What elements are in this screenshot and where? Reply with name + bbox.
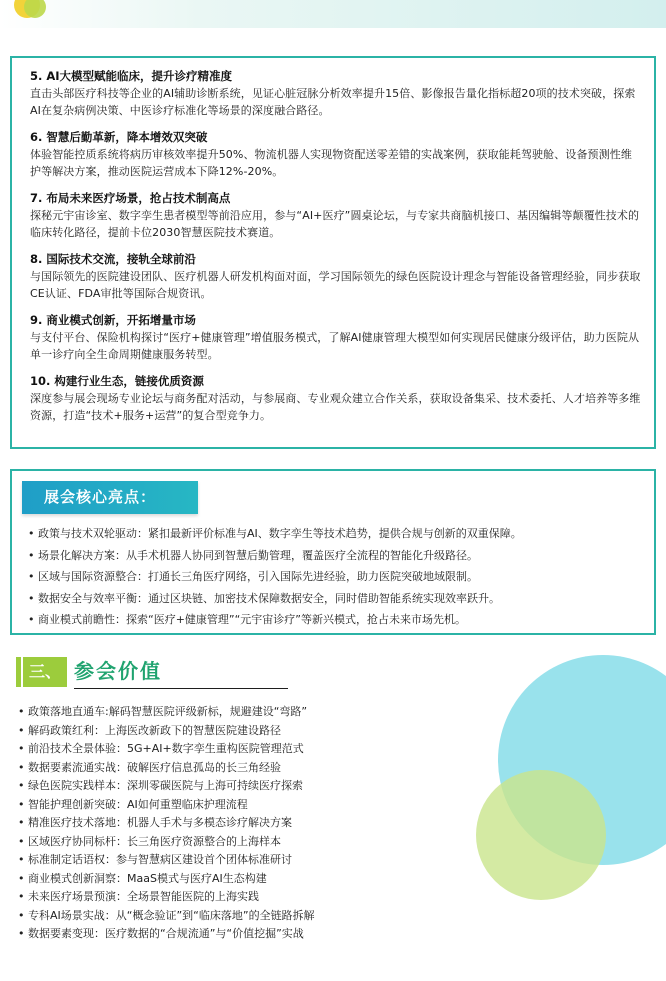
value-item-text: 标准制定话语权：参与智慧病区建设首个团体标准研讨 xyxy=(28,853,292,866)
benefit-item xyxy=(30,68,642,119)
section3-number: 三、 xyxy=(23,657,67,687)
highlights-header: 展会核心亮点： xyxy=(22,481,198,514)
benefit-title: 6. 智慧后勤革新，降本增效双突破 xyxy=(30,130,208,144)
bullet-dot: • xyxy=(28,613,35,626)
value-item-text: 前沿技术全景体验：5G+AI+数字孪生重构医院管理范式 xyxy=(28,742,304,755)
section3-title: 参会价值 xyxy=(74,659,162,683)
value-item-text: 绿色医院实践样本：深圳零碳医院与上海可持续医疗探索 xyxy=(28,779,303,792)
value-item xyxy=(18,870,498,889)
value-item-text: 解码政策红利：上海医改新政下的智慧医院建设路径 xyxy=(28,723,281,737)
value-item xyxy=(18,833,498,852)
highlight-item-text: 场景化解决方案：从手术机器人协同到智慧后勤管理，覆盖医疗全流程的智能化升级路径。 xyxy=(38,548,478,562)
highlight-item-text: 数据安全与效率平衡：通过区块链、加密技术保障数据安全，同时借助智能系统实现效率跃升。 xyxy=(38,591,500,605)
bullet-dot: • xyxy=(18,705,25,718)
bullet-dot: • xyxy=(18,908,25,922)
value-item xyxy=(18,777,498,796)
value-item-text: 数据要素变现：医疗数据的“合规流通”与“价值挖掘”实战 xyxy=(28,927,304,940)
highlight-item-text: 商业模式前瞻性：探索“医疗+健康管理”“元宇宙诊疗”等新兴模式，抢占未来市场先机。 xyxy=(38,613,467,626)
bullet-dot: • xyxy=(18,797,25,811)
highlight-item-text: 政策与技术双轮驱动：紧扣最新评价标准与AI、数字孪生等技术趋势，提供合规与创新的双重保障。 xyxy=(38,527,522,540)
value-item-text: 未来医疗场景预演：全场景智能医院的上海实践 xyxy=(28,890,259,903)
bullet-dot: • xyxy=(18,890,25,903)
value-item-text: 政策落地直通车:解码智慧医院评级新标，规避建设“弯路” xyxy=(28,705,308,718)
bullet-dot: • xyxy=(28,591,35,605)
bullet-dot: • xyxy=(28,527,35,540)
value-item xyxy=(18,796,498,815)
highlight-item xyxy=(28,609,648,631)
value-item xyxy=(18,925,498,944)
benefit-item xyxy=(30,373,642,424)
value-item-text: 精准医疗技术落地：机器人手术与多模态诊疗解决方案 xyxy=(28,816,292,829)
value-item-text: 智能护理创新突破：AI如何重塑临床护理流程 xyxy=(28,797,248,811)
benefit-title: 8. 国际技术交流，接轨全球前沿 xyxy=(30,252,196,266)
benefit-body: 直击头部医疗科技等企业的AI辅助诊断系统，见证心脏冠脉分析效率提升15倍、影像报告量化指标超20项的技术突破，探索AI在复杂病例决策、中医诊疗标准化等场景的深度融合路径。 xyxy=(30,87,636,117)
benefit-item xyxy=(30,251,642,302)
bullet-dot: • xyxy=(18,871,25,885)
bullet-dot: • xyxy=(18,760,25,774)
value-item-text: 专科AI场景实战：从“概念验证”到“临床落地”的全链路拆解 xyxy=(28,908,315,922)
value-item-text: 商业模式创新洞察：MaaS模式与医疗AI生态构建 xyxy=(28,871,267,885)
benefit-item xyxy=(30,129,642,180)
benefit-title: 9. 商业模式创新，开拓增量市场 xyxy=(30,313,196,327)
highlights-list xyxy=(28,523,648,631)
bullet-dot: • xyxy=(18,742,25,755)
bullet-dot: • xyxy=(28,570,35,583)
highlight-item xyxy=(28,588,648,610)
bullet-dot: • xyxy=(18,779,25,792)
value-item xyxy=(18,888,498,907)
benefit-body: 体验智能控质系统将病历审核效率提升50%、物流机器人实现物资配送零差错的实战案例，获取能耗驾驶舱、设备预测性维护等解决方案，推动医院运营成本下降12%-20%。 xyxy=(30,148,632,178)
benefit-title: 10. 构建行业生态，链接优质资源 xyxy=(30,374,204,388)
bullet-dot: • xyxy=(18,927,25,940)
section3-accent-bar xyxy=(16,657,21,687)
benefit-item xyxy=(30,190,642,241)
benefit-body: 深度参与展会现场专业论坛与商务配对活动，与参展商、专业观众建立合作关系，获取设备集采、技术委托、人才培养等多维资源，打造“技术+服务+运营”的复合型竞争力。 xyxy=(30,392,641,422)
value-item xyxy=(18,740,498,759)
value-item xyxy=(18,759,498,778)
bullet-dot: • xyxy=(18,853,25,866)
value-list xyxy=(18,703,498,944)
highlight-item xyxy=(28,545,648,567)
bullet-dot: • xyxy=(18,816,25,829)
section3-underline xyxy=(74,688,288,689)
benefits-box xyxy=(10,56,656,449)
top-decor-band xyxy=(0,0,666,28)
benefit-body: 与国际领先的医院建设团队、医疗机器人研发机构面对面，学习国际领先的绿色医院设计理念与智能设备管理经验，同步获取CE认证、FDA审批等国际合规资讯。 xyxy=(30,270,641,300)
value-item xyxy=(18,722,498,741)
bullet-dot: • xyxy=(28,548,35,562)
highlight-item xyxy=(28,566,648,588)
benefit-body: 探秘元宇宙诊室、数字孪生患者模型等前沿应用，参与“AI+医疗”圆桌论坛，与专家共商脑机接口、基因编辑等颠覆性技术的临床转化路径，提前卡位2030智慧医院技术赛道。 xyxy=(30,209,640,239)
highlight-item-text: 区域与国际资源整合：打通长三角医疗网络，引入国际先进经验，助力医院突破地域限制。 xyxy=(38,570,478,583)
benefits-list xyxy=(30,68,642,434)
benefit-body: 与支付平台、保险机构探讨“医疗+健康管理”增值服务模式，了解AI健康管理大模型如何实现居民健康分级评估，助力医院从单一诊疗向全生命周期健康服务转型。 xyxy=(30,331,640,361)
value-item-text: 区域医疗协同标杆：长三角医疗资源整合的上海样本 xyxy=(28,834,281,848)
benefit-item xyxy=(30,312,642,363)
highlights-box xyxy=(10,469,656,635)
value-item xyxy=(18,814,498,833)
benefit-title: 5. AI大模型赋能临床，提升诊疗精准度 xyxy=(30,69,233,83)
value-item xyxy=(18,703,498,722)
benefit-title: 7. 布局未来医疗场景，抢占技术制高点 xyxy=(30,191,231,205)
bullet-dot: • xyxy=(18,723,25,737)
value-item xyxy=(18,851,498,870)
section3-heading xyxy=(16,657,276,691)
bullet-dot: • xyxy=(18,834,25,848)
highlight-item xyxy=(28,523,648,545)
value-item xyxy=(18,907,498,926)
value-item-text: 数据要素流通实战：破解医疗信息孤岛的长三角经验 xyxy=(28,760,281,774)
